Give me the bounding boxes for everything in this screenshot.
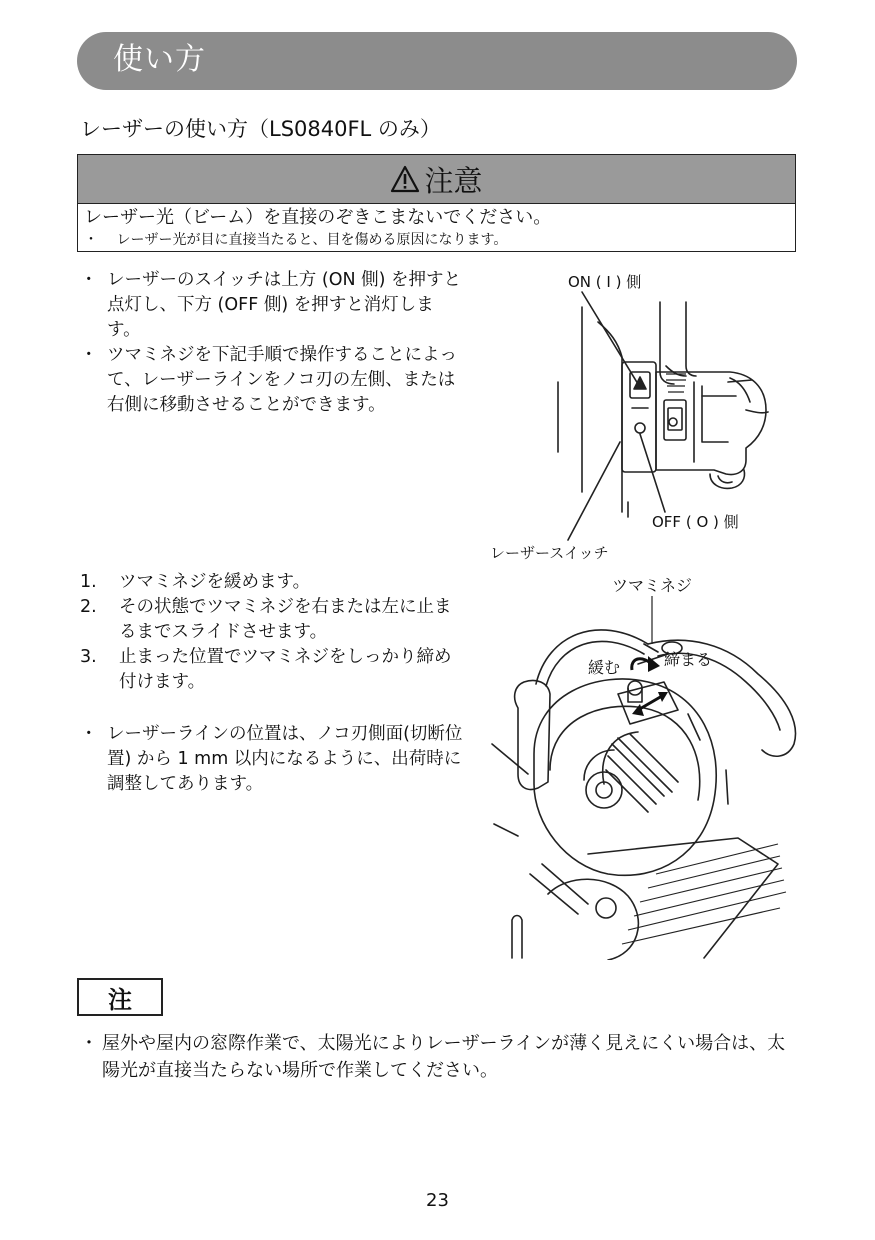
knob-screw-figure bbox=[488, 574, 800, 960]
section-title: レーザーの使い方（LS0840FL のみ） bbox=[80, 117, 441, 141]
warning-triangle-icon bbox=[390, 165, 420, 193]
laser-switch-label: レーザースイッチ bbox=[490, 544, 609, 562]
caution-bullet: ・ bbox=[84, 232, 98, 248]
loosen-label: 緩む bbox=[588, 658, 621, 677]
page-number: 23 bbox=[426, 1190, 449, 1211]
tighten-label: 締まる bbox=[664, 650, 713, 669]
header-bar bbox=[77, 32, 797, 90]
bullet-mark: ・ bbox=[80, 1033, 98, 1054]
list-item bbox=[80, 722, 465, 797]
bullet-text: レーザーのスイッチは上方 (ON 側) を押すと点灯し、下方 (OFF 側) を押すと消灯します。 bbox=[107, 270, 462, 340]
note-heading-text: 注 bbox=[108, 985, 132, 1014]
knob-screw-label: ツマミネジ bbox=[612, 576, 693, 595]
list-item bbox=[80, 1030, 800, 1084]
note-heading bbox=[77, 978, 163, 1016]
caution-main-text: レーザー光（ビーム）を直接のぞきこまないでください。 bbox=[84, 207, 552, 228]
list-item bbox=[80, 595, 465, 645]
step-text: その状態でツマミネジを右または左に止まるまでスライドさせます。 bbox=[119, 597, 452, 642]
laser-switch-illustration bbox=[490, 262, 790, 572]
off-side-label: OFF ( O ) 側 bbox=[652, 513, 739, 531]
steps-list bbox=[80, 570, 465, 695]
page-title: 使い方 bbox=[113, 42, 206, 77]
step-number: 2. bbox=[80, 597, 97, 617]
note-text: 屋外や屋内の窓際作業で、太陽光によりレーザーラインが薄く見えにくい場合は、太陽光が直接当たらない場所で作業してください。 bbox=[102, 1033, 786, 1081]
on-side-label: ON ( I ) 側 bbox=[568, 273, 642, 291]
step-number: 1. bbox=[80, 572, 97, 592]
step-text: 止まった位置でツマミネジをしっかり締め付けます。 bbox=[119, 647, 452, 692]
note-body bbox=[80, 1030, 800, 1084]
bullet-text: ツマミネジを下記手順で操作することによって、レーザーラインをノコ刃の左側、または右側に移動させることができます。 bbox=[107, 345, 457, 415]
laser-switch-figure bbox=[490, 262, 790, 572]
caution-heading-text: 注意 bbox=[424, 163, 483, 198]
caution-detail-text: レーザー光が目に直接当たると、目を傷める原因になります。 bbox=[116, 232, 508, 248]
list-item bbox=[80, 570, 465, 595]
list-item bbox=[80, 645, 465, 695]
bullet-mark: ・ bbox=[80, 270, 98, 290]
bullet-text: レーザーラインの位置は、ノコ刃側面(切断位置) から 1 mm 以内になるように、出荷時に調整してあります。 bbox=[107, 724, 463, 794]
bullets-bottom bbox=[80, 722, 465, 797]
caution-box bbox=[77, 154, 796, 252]
bullets-top bbox=[80, 268, 465, 418]
step-number: 3. bbox=[80, 647, 97, 667]
knob-screw-illustration bbox=[488, 574, 800, 960]
caution-heading bbox=[78, 155, 795, 204]
bullet-mark: ・ bbox=[80, 345, 98, 365]
step-text: ツマミネジを緩めます。 bbox=[119, 572, 311, 592]
bullet-mark: ・ bbox=[80, 724, 98, 744]
list-item bbox=[80, 343, 465, 418]
list-item bbox=[80, 268, 465, 343]
caution-detail bbox=[84, 230, 507, 250]
